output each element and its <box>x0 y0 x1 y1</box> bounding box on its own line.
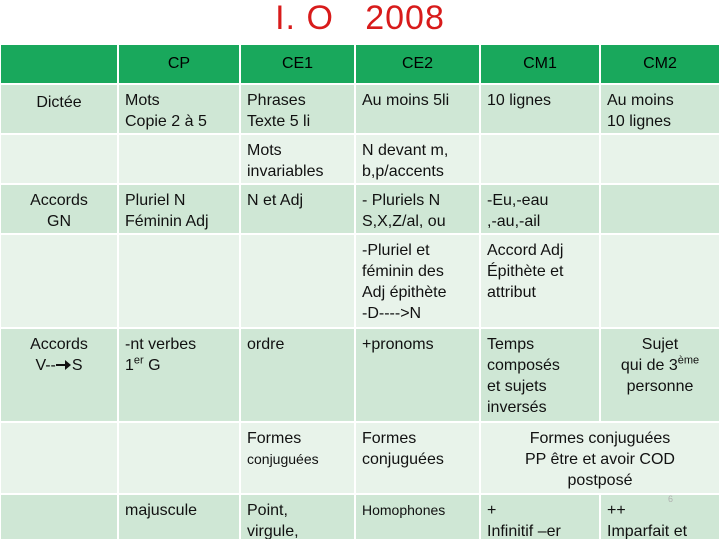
cell-accords-vs-cm1: Temps composés et sujets inversés <box>480 328 600 422</box>
cell-formes-cm1-cm2: Formes conjuguées PP être et avoir COD postposé <box>480 422 720 494</box>
header-cm1: CM1 <box>480 44 600 84</box>
cell-accords-vs-cm2: Sujet qui de 3ème personne <box>600 328 720 422</box>
cell-r2-cm2 <box>600 134 720 184</box>
cell-dictee-cm2: Au moins 10 lignes <box>600 84 720 134</box>
cell-accords-vs-cp: -nt verbes 1er G <box>118 328 240 422</box>
header-cp: CP <box>118 44 240 84</box>
header-ce2: CE2 <box>355 44 480 84</box>
cell-last-ce1: Point, virgule, <box>240 494 355 540</box>
cell-r2-cp <box>118 134 240 184</box>
cell-accords-vs-ce2: +pronoms <box>355 328 480 422</box>
cell-dictee-ce1: Phrases Texte 5 li <box>240 84 355 134</box>
cell-r2-label <box>0 134 118 184</box>
cell-accords-gn-ce1: N et Adj <box>240 184 355 234</box>
right-arrow-icon <box>56 358 72 372</box>
cell-formes-ce1: Formes conjuguées <box>240 422 355 494</box>
cell-r2-cm1 <box>480 134 600 184</box>
header-ce1: CE1 <box>240 44 355 84</box>
cell-formes-ce2: Formes conjuguées <box>355 422 480 494</box>
cell-last-cm1: + Infinitif –er <box>480 494 600 540</box>
cell-dictee-ce2: Au moins 5li <box>355 84 480 134</box>
cell-accords-vs-ce1: ordre <box>240 328 355 422</box>
cell-dictee2-ce2: N devant m, b,p/accents <box>355 134 480 184</box>
cell-last-cp: majuscule <box>118 494 240 540</box>
row-label-accords-gn: Accords GN <box>0 184 118 234</box>
cell-r6-label <box>0 422 118 494</box>
row-label-dictee: Dictée <box>0 84 118 134</box>
cell-accords-gn2-cm1: Accord Adj Épithète et attribut <box>480 234 600 328</box>
cell-accords-gn-ce2: - Pluriels N S,X,Z/al, ou <box>355 184 480 234</box>
header-empty <box>0 44 118 84</box>
cell-accords-gn-cp: Pluriel N Féminin Adj <box>118 184 240 234</box>
cell-dictee2-ce1: Mots invariables <box>240 134 355 184</box>
header-cm2: CM2 <box>600 44 720 84</box>
cell-dictee-cp: Mots Copie 2 à 5 <box>118 84 240 134</box>
cell-last-cm2: ++ Imparfait et <box>600 494 720 540</box>
cell-accords-gn2-ce2: -Pluriel et féminin des Adj épithète -D---->N <box>355 234 480 328</box>
cell-r6-cp <box>118 422 240 494</box>
cell-r7-label <box>0 494 118 540</box>
cell-r4-ce1 <box>240 234 355 328</box>
row-label-accords-vs: Accords V-- S <box>0 328 118 422</box>
cell-dictee-cm1: 10 lignes <box>480 84 600 134</box>
cell-accords-gn-cm1: -Eu,-eau ,-au,-ail <box>480 184 600 234</box>
slide-title: I. O 2008 <box>275 0 445 37</box>
cell-r4-cm2 <box>600 234 720 328</box>
cell-r3-cm2 <box>600 184 720 234</box>
cell-r4-label <box>0 234 118 328</box>
cell-r4-cp <box>118 234 240 328</box>
page-number: 6 <box>668 494 674 504</box>
cell-last-ce2: Homophones <box>355 494 480 540</box>
